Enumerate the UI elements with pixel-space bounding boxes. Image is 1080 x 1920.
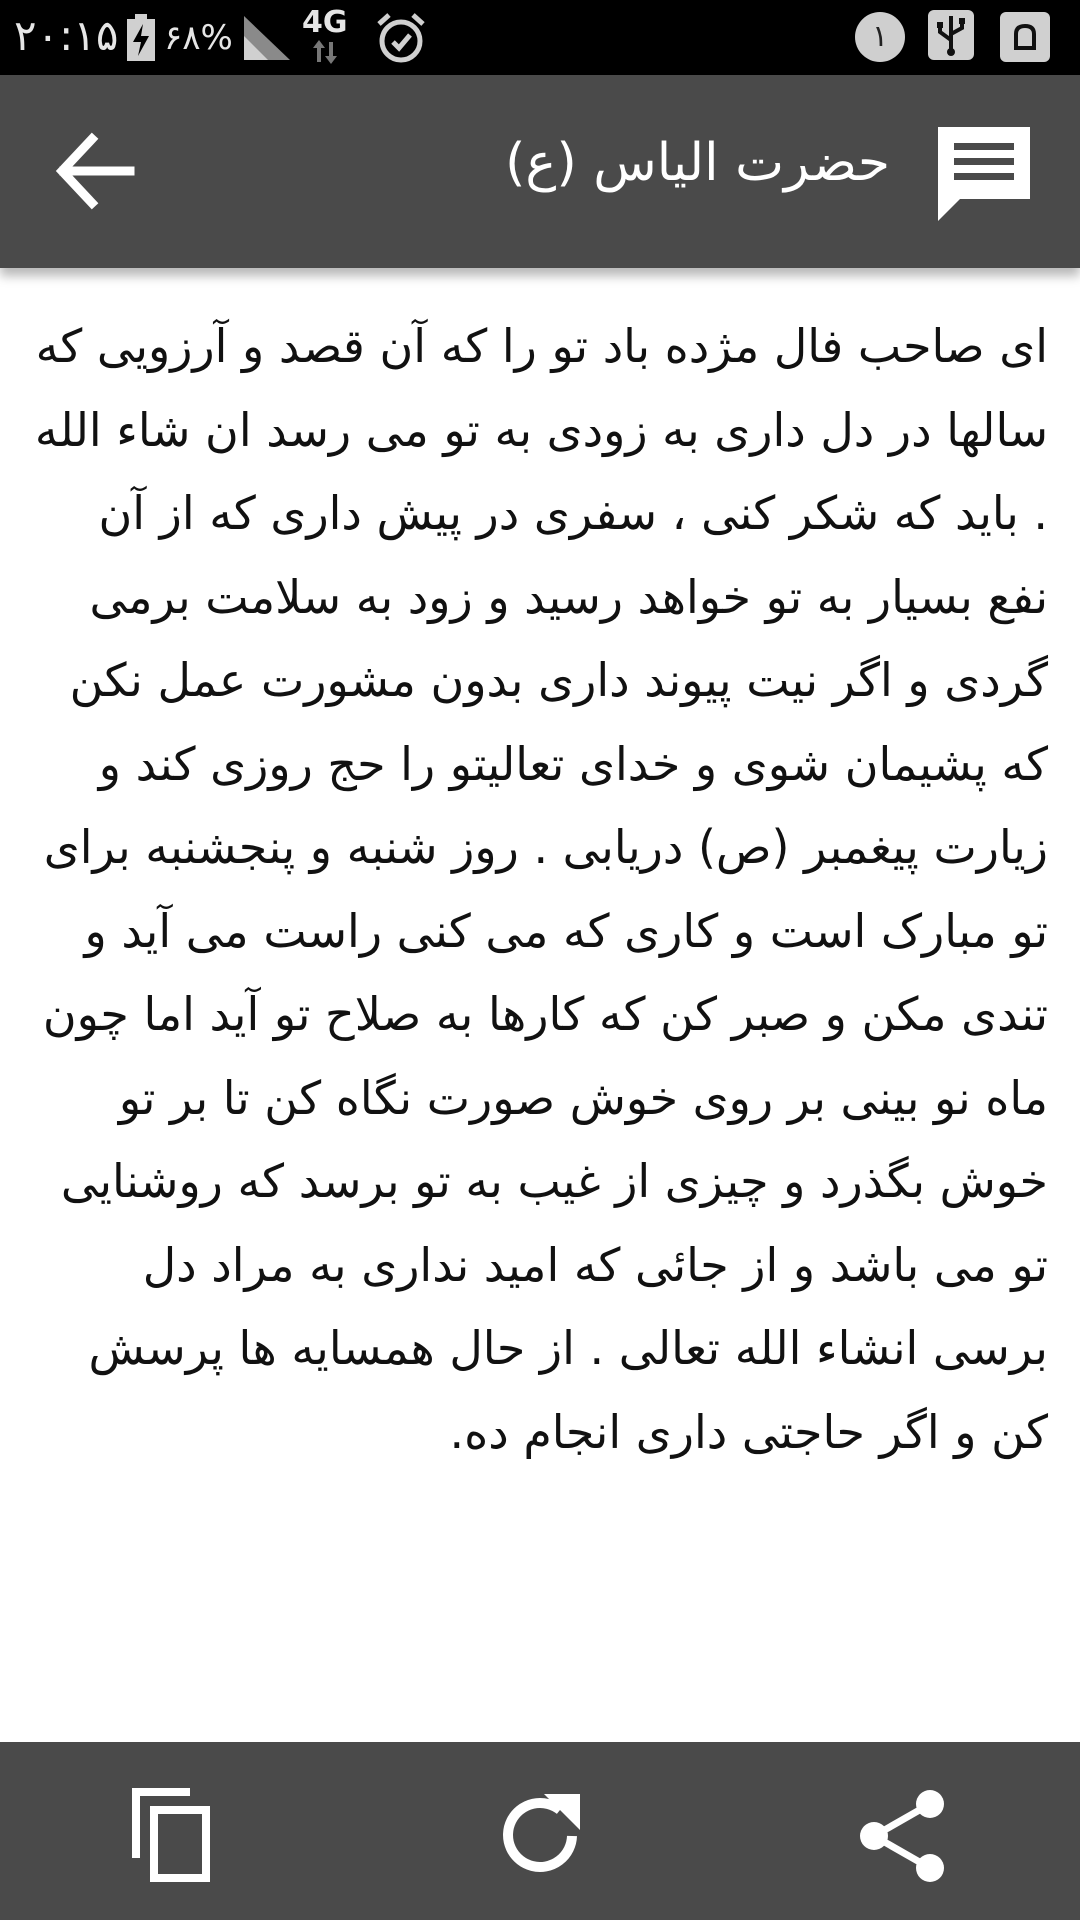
bottom-action-bar [0,1742,1080,1920]
signal-icon [242,14,292,62]
share-icon[interactable] [852,1786,952,1886]
status-time: ۲۰:۱۵ [14,11,119,60]
usb-icon [928,10,974,60]
page-title: حضرت الیاس (ع) [505,133,890,193]
refresh-icon[interactable] [490,1786,590,1886]
app-bar [0,75,1080,268]
network-type: 4G [302,5,348,40]
alarm-icon [376,12,426,64]
notification-count-badge: ۱ [855,12,905,62]
status-bar [0,0,1080,75]
copy-icon[interactable] [128,1786,228,1886]
battery-percent: ۶۸% [164,18,233,58]
fortune-text: ای صاحب فال مژده باد تو را که آن قصد و آرزویی که سالها در دل داری به زودی به تو می رسد ان شاء الله . باید که شکر کنی ، سفری در پیش داری که از آن نفع بسیار به تو خواهد رسید و زود به سلامت برمی گردی و اگر نیت پیوند داری بدون مشورت عمل نکن که پشیمان شوی و خدای تعالیتو را حج روزی کند و زیارت پیغمبر (ص) دریابی . روز شنبه و پنجشنبه برای تو مبارک است و کاری که می کنی راست می آید و تندی مکن و صبر کن که کارها به صلاح تو آید اما چون ماه نو بینی بر روی خوش صورت نگاه کن تا بر تو خوش بگذرد و چیزی از غیب به تو برسد که روشنایی تو می باشد و از جائی که امید نداری به مراد دل برسی انشاء الله تعالی . از حال همسایه ها پرسش کن و اگر حاجتی داری انجام ده. [34,319,1048,1459]
back-arrow-icon[interactable] [50,125,142,217]
message-icon[interactable] [934,123,1034,223]
app-notification-icon [1000,12,1050,62]
battery-charging-icon [126,14,156,62]
data-arrows-icon [312,40,338,64]
